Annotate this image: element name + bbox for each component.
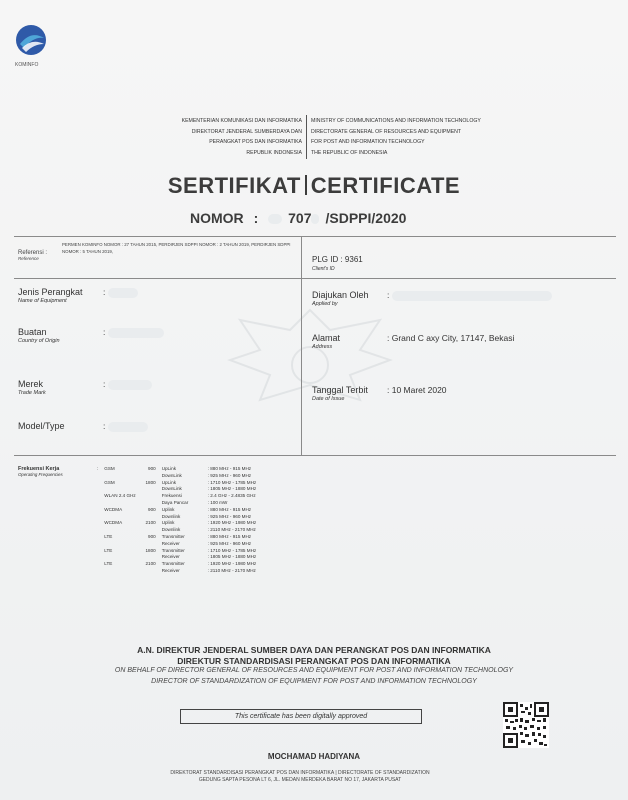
frequency-cell: : 100 mW xyxy=(207,499,228,505)
frequency-cell: GSM xyxy=(104,466,115,471)
field-value: : xyxy=(387,290,390,300)
redaction xyxy=(108,422,148,432)
frequency-row xyxy=(94,486,273,493)
garuda-watermark xyxy=(200,290,420,440)
title-en: CERTIFICATE xyxy=(310,173,461,198)
header-left-line: PERANGKAT POS DAN INFORMATIKA xyxy=(209,139,302,145)
frequency-cell: Transmitter xyxy=(161,561,185,567)
frequency-row xyxy=(94,493,273,500)
field-label-en: Applied by xyxy=(312,301,338,307)
field-label-en: Address xyxy=(312,344,333,350)
frequency-row xyxy=(94,520,273,527)
nomor-label: NOMOR xyxy=(190,210,244,226)
reference-text: PERMEN KOMINFO NOMOR : 27 TAHUN 2015, PERDIRJEN SDPPI NOMOR : 2 TAHUN 2019, PERDIRJEN SDPPI NOMOR : 5 TAHUN 2019, xyxy=(62,242,291,254)
frequency-cell xyxy=(101,473,138,480)
frequency-cell: WCDMA xyxy=(104,506,123,512)
field-label: Buatan xyxy=(18,327,47,337)
signatory-line-3: ON BEHALF OF DIRECTOR GENERAL OF RESOURCES AND EQUIPMENT FOR POST AND INFORMATION TECHNOLOGY xyxy=(114,667,514,674)
frequency-cell: : 2110 MHz - 2170 MHz xyxy=(207,567,256,573)
field-label: Jenis Perangkat xyxy=(18,287,83,297)
frequency-cell: LTE xyxy=(104,561,113,567)
signatory-line-4: DIRECTOR OF STANDARDIZATION OF EQUIPMENT FOR POST AND INFORMATION TECHNOLOGY xyxy=(151,678,477,685)
kominfo-logo xyxy=(14,22,48,62)
frequency-cell: 1800 xyxy=(145,547,156,553)
frequency-cell: 1800 xyxy=(145,479,156,485)
field-label: Merek xyxy=(18,379,44,389)
frequency-cell xyxy=(101,527,138,534)
frame-line xyxy=(14,455,616,456)
frequency-row xyxy=(94,466,273,473)
frequency-cell: : 925 MHz - 960 MHz xyxy=(207,540,252,546)
frequency-cell xyxy=(139,541,159,548)
frequency-row xyxy=(94,561,273,568)
footer-line: GEDUNG SAPTA PESONA LT 6, JL. MEDAN MERDEKA BARAT NO 17, JAKARTA PUSAT xyxy=(198,777,402,783)
qr-code-icon xyxy=(503,702,549,748)
frame-line xyxy=(14,236,616,237)
footer-line: DIREKTORAT STANDARDISASI PERANGKAT POS DAN INFORMATIKA | DIRECTORATE OF STANDARDIZATION xyxy=(170,770,430,776)
frequency-cell: Receiver xyxy=(161,554,180,560)
header-right xyxy=(311,116,561,158)
redaction xyxy=(108,328,164,338)
title-divider xyxy=(305,175,307,195)
frequency-cell xyxy=(101,541,138,548)
field-label-en: Country of Origin xyxy=(18,338,60,344)
frequency-cell xyxy=(139,493,159,500)
reference-label-en: Reference xyxy=(18,256,39,261)
frequency-row xyxy=(94,568,273,575)
nomor-colon: : xyxy=(253,210,259,226)
frequency-cell xyxy=(139,554,159,561)
frequency-row xyxy=(94,473,273,480)
field-label: Alamat xyxy=(312,333,341,343)
header-left-line: KEMENTERIAN KOMUNIKASI DAN INFORMATIKA xyxy=(181,118,302,124)
frequency-cell xyxy=(94,500,101,507)
frequency-cell: : 2.4 GHz - 2.4835 GHz xyxy=(207,493,256,499)
frequency-cell: WCDMA xyxy=(104,520,123,526)
frequency-row xyxy=(94,514,273,521)
header-right-line: FOR POST AND INFORMATION TECHNOLOGY xyxy=(311,139,425,145)
field-label: Diajukan Oleh xyxy=(312,290,369,300)
frequency-cell xyxy=(139,473,159,480)
plg-label: PLG ID xyxy=(312,255,339,264)
frequency-cell: : 880 MHz - 915 MHz xyxy=(207,533,252,539)
field-model-label xyxy=(18,421,65,431)
frequency-cell: Uplink xyxy=(161,520,175,526)
field-label: Model/Type xyxy=(18,421,65,431)
frequency-cell: 900 xyxy=(148,466,156,471)
logo-text: KOMINFO xyxy=(15,62,39,68)
frequency-cell xyxy=(94,548,101,555)
frequency-cell xyxy=(139,514,159,521)
frequency-cell xyxy=(94,534,101,541)
frequency-cell xyxy=(94,527,101,534)
header-left xyxy=(120,116,302,158)
frequency-cell xyxy=(94,554,101,561)
nomor-value-a: 707 xyxy=(288,210,312,226)
redaction xyxy=(108,288,138,298)
frequency-row xyxy=(94,480,273,487)
frequency-cell: : 2110 MHz - 2170 MHz xyxy=(207,527,256,533)
frequency-cell: WLAN 2.4 GHz xyxy=(104,493,136,499)
frequency-cell: Receiver xyxy=(161,567,180,573)
frequency-cell xyxy=(139,500,159,507)
frame-line xyxy=(301,236,302,278)
field-value: : xyxy=(103,379,106,389)
frequency-row xyxy=(94,541,273,548)
frequency-cell: 2100 xyxy=(145,520,156,526)
frequency-cell xyxy=(139,486,159,493)
frequency-cell: GSM xyxy=(104,479,115,485)
frequency-cell: DownLink xyxy=(161,486,182,492)
field-alamat-value: : Grand C axy City, 17147, Bekasi xyxy=(387,333,515,343)
frequency-cell: : 880 MHz - 915 MHz xyxy=(207,506,252,512)
frequency-cell xyxy=(94,493,101,500)
frequency-label-en: Operating Frequencies xyxy=(18,472,63,477)
redaction xyxy=(392,291,552,301)
field-buatan-value xyxy=(103,327,164,338)
frequency-cell xyxy=(94,486,101,493)
frequency-cell xyxy=(94,561,101,568)
frequency-row xyxy=(94,548,273,555)
frequency-cell xyxy=(101,486,138,493)
redaction xyxy=(108,380,152,390)
frequency-cell: 2100 xyxy=(145,561,156,567)
redaction xyxy=(268,214,282,224)
field-tanggal-label xyxy=(312,385,368,402)
frequency-cell: Uplink xyxy=(161,506,175,512)
frame-line xyxy=(301,278,302,455)
frequency-row xyxy=(94,554,273,561)
field-jenis-value xyxy=(103,287,138,298)
frequency-label xyxy=(18,466,63,477)
frequency-cell: : 925 MHz - 960 MHz xyxy=(207,472,252,478)
field-label: Tanggal Terbit xyxy=(312,385,368,395)
frequency-row xyxy=(94,507,273,514)
field-label-en: Trade Mark xyxy=(18,390,46,396)
reference-label-id: Referensi : xyxy=(18,250,48,256)
frequency-cell xyxy=(139,527,159,534)
plg-value: : 9361 xyxy=(340,255,363,264)
field-value: : xyxy=(103,327,106,337)
certificate-number xyxy=(190,210,412,226)
header-left-line: DIREKTORAT JENDERAL SUMBERDAYA DAN xyxy=(191,128,302,135)
frequency-cell: : xyxy=(97,466,99,471)
frequency-cell: 900 xyxy=(148,506,156,512)
plg-label-en: Client's ID xyxy=(312,266,335,272)
field-buatan-label xyxy=(18,327,60,344)
frequency-table-body xyxy=(94,466,273,575)
frequency-cell: Receiver xyxy=(161,540,180,546)
field-merek-value xyxy=(103,379,152,390)
header-left-line: REPUBLIK INDONESIA xyxy=(246,149,302,156)
frequency-cell: UpLink xyxy=(161,466,176,471)
frequency-label-id: Frekuensi Kerja xyxy=(18,466,60,472)
frequency-cell xyxy=(101,500,138,507)
field-tanggal-value: : 10 Maret 2020 xyxy=(387,385,447,395)
frequency-cell: : 1920 MHz - 1980 MHz xyxy=(207,520,257,526)
frequency-cell xyxy=(94,520,101,527)
signatory-line-1: A.N. DIREKTUR JENDERAL SUMBER DAYA DAN PERANGKAT POS DAN INFORMATIKA xyxy=(137,645,491,655)
frequency-cell: Frekuensi xyxy=(161,493,182,499)
header-right-line: DIRECTORATE GENERAL OF RESOURCES AND EQUIPMENT xyxy=(311,128,462,135)
frequency-cell: : 1710 MHz - 1785 MHz xyxy=(207,547,257,553)
frequency-cell xyxy=(94,480,101,487)
digital-approval-box: This certificate has been digitally approved xyxy=(180,709,422,724)
frequency-table xyxy=(94,466,273,575)
frequency-cell: Downlink xyxy=(161,527,181,533)
frequency-cell xyxy=(94,473,101,480)
frequency-cell: LTE xyxy=(104,547,113,553)
field-label-en: Date of Issue xyxy=(312,396,345,402)
nomor-value-b: /SDPPI/2020 xyxy=(325,210,407,226)
frequency-cell: Transmitter xyxy=(161,533,185,539)
frequency-cell xyxy=(94,541,101,548)
field-diajukan-value xyxy=(387,290,552,301)
frequency-cell: : 1710 MHz - 1785 MHz xyxy=(207,479,257,485)
frequency-cell: Daya Pancar xyxy=(161,499,189,505)
frequency-cell: Transmitter xyxy=(161,547,185,553)
field-merek-label xyxy=(18,379,46,396)
field-value: : xyxy=(103,287,106,297)
signer-name: MOCHAMAD HADIYANA xyxy=(267,752,361,761)
frequency-cell: : 880 MHz - 915 MHz xyxy=(207,466,252,471)
header-divider xyxy=(306,115,307,159)
field-alamat-label xyxy=(312,333,340,350)
title-id: SERTIFIKAT xyxy=(167,173,301,198)
frequency-cell xyxy=(139,568,159,575)
frequency-row xyxy=(94,527,273,534)
frequency-cell xyxy=(101,514,138,521)
header-right-line: THE REPUBLIC OF INDONESIA xyxy=(311,149,388,156)
frequency-cell xyxy=(94,507,101,514)
field-value: : xyxy=(103,421,106,431)
signatory-line-2: DIREKTUR STANDARDISASI PERANGKAT POS DAN INFORMATIKA xyxy=(177,656,451,666)
redaction xyxy=(311,214,319,224)
header-right-line: MINISTRY OF COMMUNICATIONS AND INFORMATION TECHNOLOGY xyxy=(311,118,481,124)
field-diajukan-label xyxy=(312,290,369,307)
field-model-value xyxy=(103,421,148,432)
frequency-cell: : 1805 MHz - 1880 MHz xyxy=(207,554,257,560)
frequency-cell: UpLink xyxy=(161,479,176,485)
frequency-cell: LTE xyxy=(104,533,113,539)
reference-label xyxy=(18,250,47,261)
frequency-cell: 900 xyxy=(148,533,156,539)
frequency-cell xyxy=(101,554,138,561)
frequency-cell: : 1920 MHz - 1980 MHz xyxy=(207,561,257,567)
field-label-en: Name of Equipment xyxy=(18,298,67,304)
frequency-cell xyxy=(101,568,138,575)
frequency-cell: : 925 MHz - 960 MHz xyxy=(207,513,252,519)
frame-line xyxy=(14,278,616,279)
frequency-cell: DownLink xyxy=(161,472,182,478)
frequency-cell: Downlink xyxy=(161,513,181,519)
certificate-title xyxy=(0,173,628,199)
frequency-row xyxy=(94,500,273,507)
frequency-row xyxy=(94,534,273,541)
frequency-cell: : 1805 MHz - 1880 MHz xyxy=(207,486,257,492)
frequency-cell xyxy=(94,568,101,575)
plg-id xyxy=(312,255,363,272)
footer xyxy=(60,770,540,784)
frequency-cell xyxy=(94,514,101,521)
field-jenis-label xyxy=(18,287,83,304)
